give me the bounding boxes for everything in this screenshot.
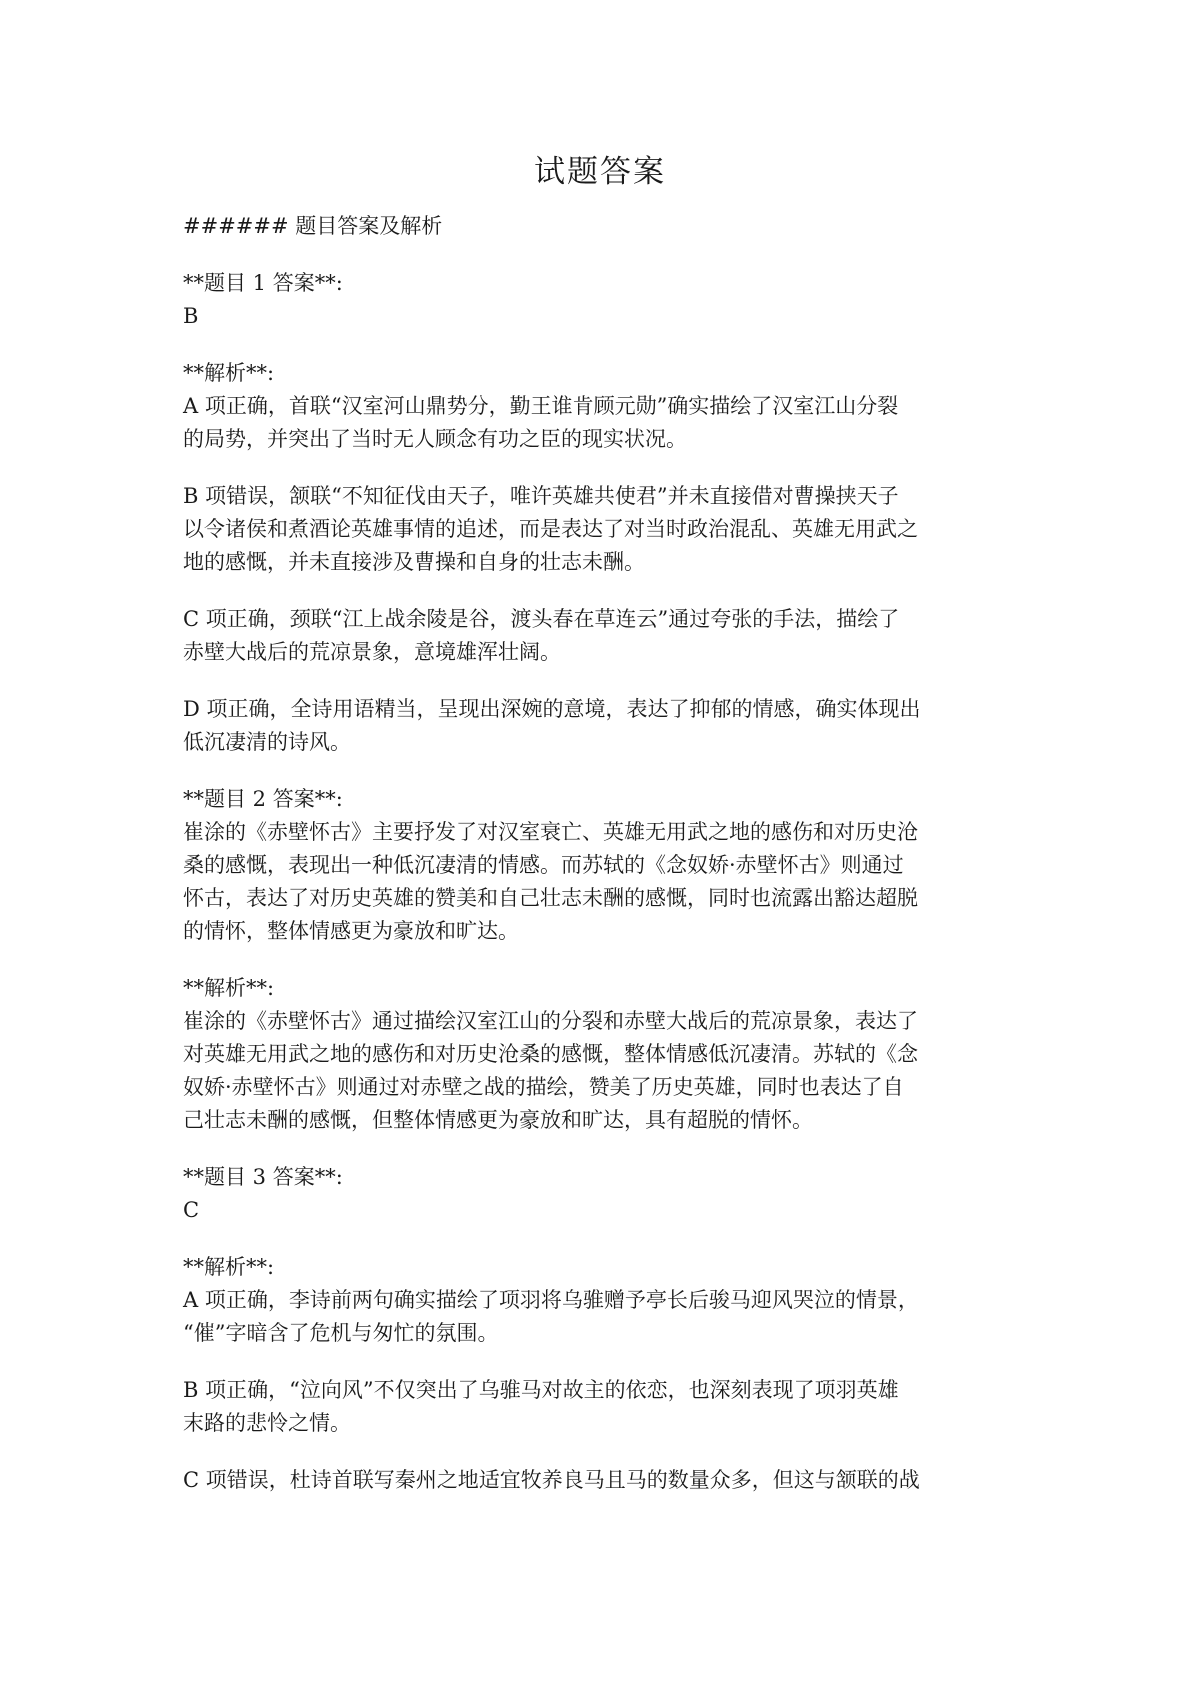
q1-option-c-line: 赤壁大战后的荒凉景象，意境雄浑壮阔。	[183, 640, 561, 664]
document-body	[183, 210, 1023, 1497]
q2-analysis-line: 奴娇·赤壁怀古》则通过对赤壁之战的描绘，赞美了历史英雄，同时也表达了自	[183, 1075, 904, 1099]
q1-option-b-line: B 项错误，颔联“不知征伐由天子，唯许英雄共使君”并未直接借对曹操挟天子	[183, 484, 899, 508]
q1-answer: B	[183, 304, 199, 328]
q1-option-d-line: D 项正确，全诗用语精当，呈现出深婉的意境，表达了抑郁的情感，确实体现出	[183, 697, 921, 721]
q2-answer-line: 桑的感慨，表现出一种低沉凄清的情感。而苏轼的《念奴娇·赤壁怀古》则通过	[183, 853, 904, 877]
q3-answer: C	[183, 1198, 200, 1222]
page-title: 试题答案	[534, 154, 666, 190]
q3-analysis-label: **解析**:	[183, 1255, 275, 1279]
q1-option-c-line: C 项正确，颈联“江上战余陵是谷，渡头春在草连云”通过夸张的手法，描绘了	[183, 607, 900, 631]
q3-option-c-line: C 项错误，杜诗首联写秦州之地适宜牧养良马且马的数量众多，但这与颔联的战	[183, 1468, 920, 1492]
q2-answer-label: **题目 2 答案**:	[183, 787, 343, 811]
q2-analysis-line: 对英雄无用武之地的感伤和对历史沧桑的感慨，整体情感低沉凄清。苏轼的《念	[183, 1042, 918, 1066]
q2-analysis-line: 崔涂的《赤壁怀古》通过描绘汉室江山的分裂和赤壁大战后的荒凉景象，表达了	[183, 1009, 918, 1033]
q1-option-d-line: 低沉凄清的诗风。	[183, 730, 351, 754]
q3-answer-label: **题目 3 答案**:	[183, 1165, 343, 1189]
q1-answer-label: **题目 1 答案**:	[183, 271, 343, 295]
q2-answer-line: 的情怀，整体情感更为豪放和旷达。	[183, 919, 519, 943]
q1-option-b-line: 以令诸侯和煮酒论英雄事情的追述，而是表达了对当时政治混乱、英雄无用武之	[183, 517, 918, 541]
q3-option-a-line: A 项正确，李诗前两句确实描绘了项羽将乌骓赠予亭长后骏马迎风哭泣的情景，	[183, 1288, 919, 1312]
q1-option-b-line: 地的感慨，并未直接涉及曹操和自身的壮志未酬。	[183, 550, 645, 574]
q2-analysis-label: **解析**:	[183, 976, 275, 1000]
q2-answer-line: 怀古，表达了对历史英雄的赞美和自己壮志未酬的感慨，同时也流露出豁达超脱	[183, 886, 918, 910]
q3-option-b-line: 末路的悲怜之情。	[183, 1411, 351, 1435]
q1-option-a-line: 的局势，并突出了当时无人顾念有功之臣的现实状况。	[183, 427, 687, 451]
q2-answer-line: 崔涂的《赤壁怀古》主要抒发了对汉室衰亡、英雄无用武之地的感伤和对历史沧	[183, 820, 918, 844]
q2-analysis-line: 己壮志未酬的感慨，但整体情感更为豪放和旷达，具有超脱的情怀。	[183, 1108, 813, 1132]
q1-option-a-line: A 项正确，首联“汉室河山鼎势分，勤王谁肯顾元勋”确实描绘了汉室江山分裂	[183, 394, 899, 418]
q3-option-a-line: “催”字暗含了危机与匆忙的氛围。	[183, 1321, 499, 1345]
q3-option-b-line: B 项正确，“泣向风”不仅突出了乌骓马对故主的依恋，也深刻表现了项羽英雄	[183, 1378, 899, 1402]
q1-analysis-label: **解析**:	[183, 361, 275, 385]
section-heading: ###### 题目答案及解析	[183, 214, 443, 238]
